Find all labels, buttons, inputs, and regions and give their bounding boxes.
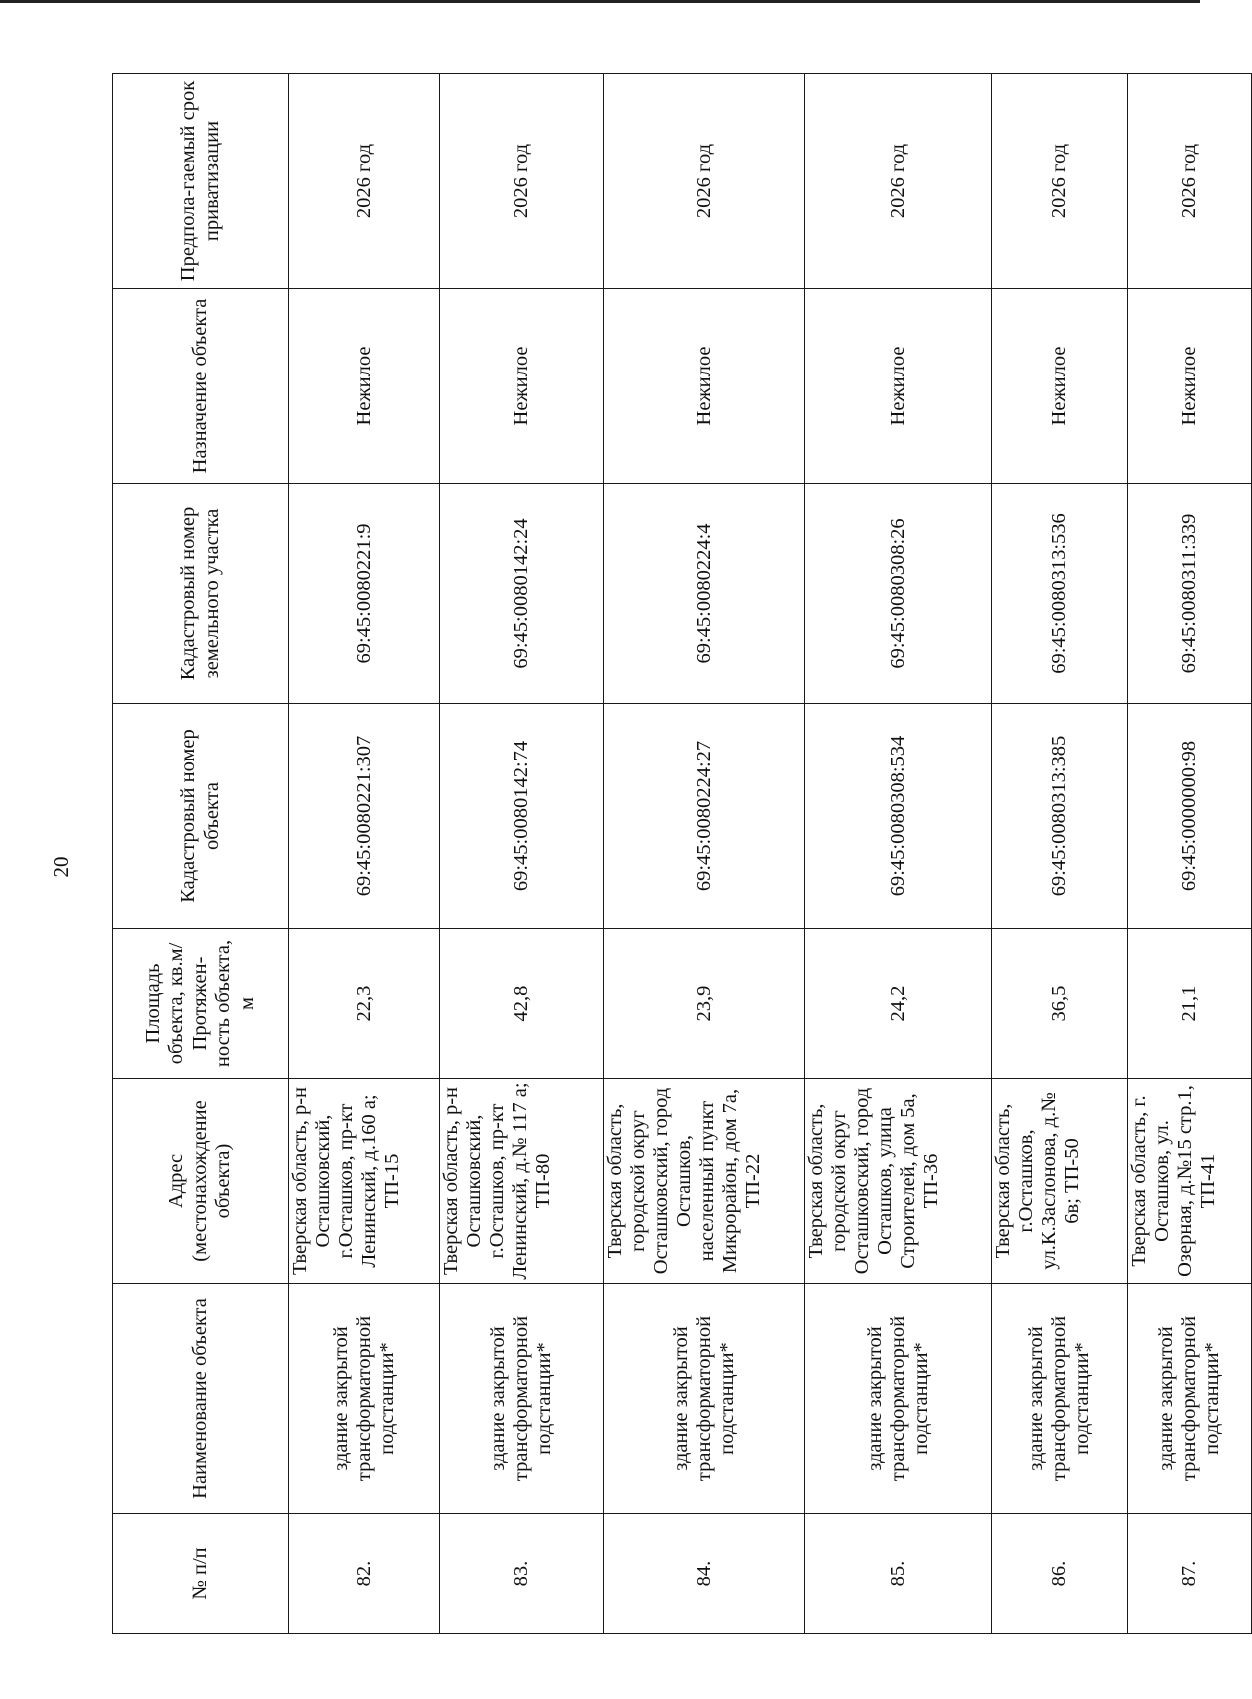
page-number: 20 bbox=[48, 856, 73, 878]
header-cadastral-land: Кадастровый номер земельного участка bbox=[113, 484, 289, 704]
cell-term: 2026 год bbox=[289, 74, 440, 289]
cell-cadastral-land: 69:45:0080311:339 bbox=[1127, 484, 1251, 704]
table-row bbox=[603, 74, 804, 1634]
header-num: № п/п bbox=[113, 1514, 289, 1634]
table-header-row bbox=[113, 74, 289, 1634]
header-purpose: Назначение объекта bbox=[113, 289, 289, 484]
header-address: Адрес (местонахождение объекта) bbox=[113, 1079, 289, 1284]
cell-purpose: Нежилое bbox=[1127, 289, 1251, 484]
cell-cadastral-land: 69:45:0080313:536 bbox=[992, 484, 1127, 704]
cell-cadastral-land: 69:45:0080221:9 bbox=[289, 484, 440, 704]
cell-term: 2026 год bbox=[805, 74, 992, 289]
cell-num: 84. bbox=[603, 1514, 804, 1634]
rotated-page-content bbox=[112, 74, 1252, 1634]
scan-edge bbox=[0, 0, 1200, 3]
header-area: Площадь объекта, кв.м/ Протяжен-ность объекта, м bbox=[113, 929, 289, 1079]
table-row bbox=[992, 74, 1127, 1634]
header-name: Наименование объекта bbox=[113, 1284, 289, 1514]
cell-area: 21,1 bbox=[1127, 929, 1251, 1079]
cell-term: 2026 год bbox=[992, 74, 1127, 289]
cell-purpose: Нежилое bbox=[603, 289, 804, 484]
cell-cadastral-object: 69:45:0080221:307 bbox=[289, 704, 440, 929]
cell-address: Тверская область, городской округ Осташковский, город Осташков, населенный пункт Микрорайон, дом 7а, ТП-22 bbox=[603, 1079, 804, 1284]
cell-purpose: Нежилое bbox=[805, 289, 992, 484]
cell-address: Тверская область, городской округ Осташковский, город Осташков, улица Строителей, дом 5а, ТП-36 bbox=[805, 1079, 992, 1284]
cell-cadastral-object: 69:45:0080224:27 bbox=[603, 704, 804, 929]
cell-name: здание закрытой трансформаторной подстанции* bbox=[992, 1284, 1127, 1514]
cell-term: 2026 год bbox=[440, 74, 604, 289]
cell-num: 83. bbox=[440, 1514, 604, 1634]
cell-term: 2026 год bbox=[603, 74, 804, 289]
cell-cadastral-object: 69:45:0080308:534 bbox=[805, 704, 992, 929]
cell-num: 87. bbox=[1127, 1514, 1251, 1634]
cell-name: здание закрытой трансформаторной подстанции* bbox=[289, 1284, 440, 1514]
cell-purpose: Нежилое bbox=[289, 289, 440, 484]
cell-area: 36,5 bbox=[992, 929, 1127, 1079]
cell-address: Тверская область, р-н Осташковский, г.Осташков, пр-кт Ленинский, д.№ 117 а; ТП-80 bbox=[440, 1079, 604, 1284]
header-term: Предпола-гаемый срок приватизации bbox=[113, 74, 289, 289]
table-row bbox=[1127, 74, 1251, 1634]
cell-area: 42,8 bbox=[440, 929, 604, 1079]
cell-num: 82. bbox=[289, 1514, 440, 1634]
cell-area: 23,9 bbox=[603, 929, 804, 1079]
cell-num: 86. bbox=[992, 1514, 1127, 1634]
cell-cadastral-object: 69:45:0080142:74 bbox=[440, 704, 604, 929]
cell-cadastral-land: 69:45:0080224:4 bbox=[603, 484, 804, 704]
cell-address: Тверская область, р-н Осташковский, г.Осташков, пр-кт Ленинский, д.160 а; ТП-15 bbox=[289, 1079, 440, 1284]
cell-address: Тверская область, г.Осташков, ул.К.Заслонова, д.№ 6в; ТП-50 bbox=[992, 1079, 1127, 1284]
cell-name: здание закрытой трансформаторной подстанции* bbox=[805, 1284, 992, 1514]
table-row bbox=[440, 74, 604, 1634]
cell-cadastral-object: 69:45:0000000:98 bbox=[1127, 704, 1251, 929]
cell-num: 85. bbox=[805, 1514, 992, 1634]
cell-cadastral-land: 69:45:0080308:26 bbox=[805, 484, 992, 704]
cell-name: здание закрытой трансформаторной подстанции* bbox=[603, 1284, 804, 1514]
cell-area: 24,2 bbox=[805, 929, 992, 1079]
cell-purpose: Нежилое bbox=[440, 289, 604, 484]
cell-term: 2026 год bbox=[1127, 74, 1251, 289]
cell-area: 22,3 bbox=[289, 929, 440, 1079]
privatization-table bbox=[112, 73, 1252, 1634]
cell-name: здание закрытой трансформаторной подстанции* bbox=[1127, 1284, 1251, 1514]
header-cadastral-object: Кадастровый номер объекта bbox=[113, 704, 289, 929]
table-row bbox=[289, 74, 440, 1634]
cell-address: Тверская область, г. Осташков, ул. Озерная, д.№15 стр.1, ТП-41 bbox=[1127, 1079, 1251, 1284]
cell-purpose: Нежилое bbox=[992, 289, 1127, 484]
table-row bbox=[805, 74, 992, 1634]
cell-cadastral-land: 69:45:0080142:24 bbox=[440, 484, 604, 704]
cell-cadastral-object: 69:45:0080313:385 bbox=[992, 704, 1127, 929]
cell-name: здание закрытой трансформаторной подстанции* bbox=[440, 1284, 604, 1514]
